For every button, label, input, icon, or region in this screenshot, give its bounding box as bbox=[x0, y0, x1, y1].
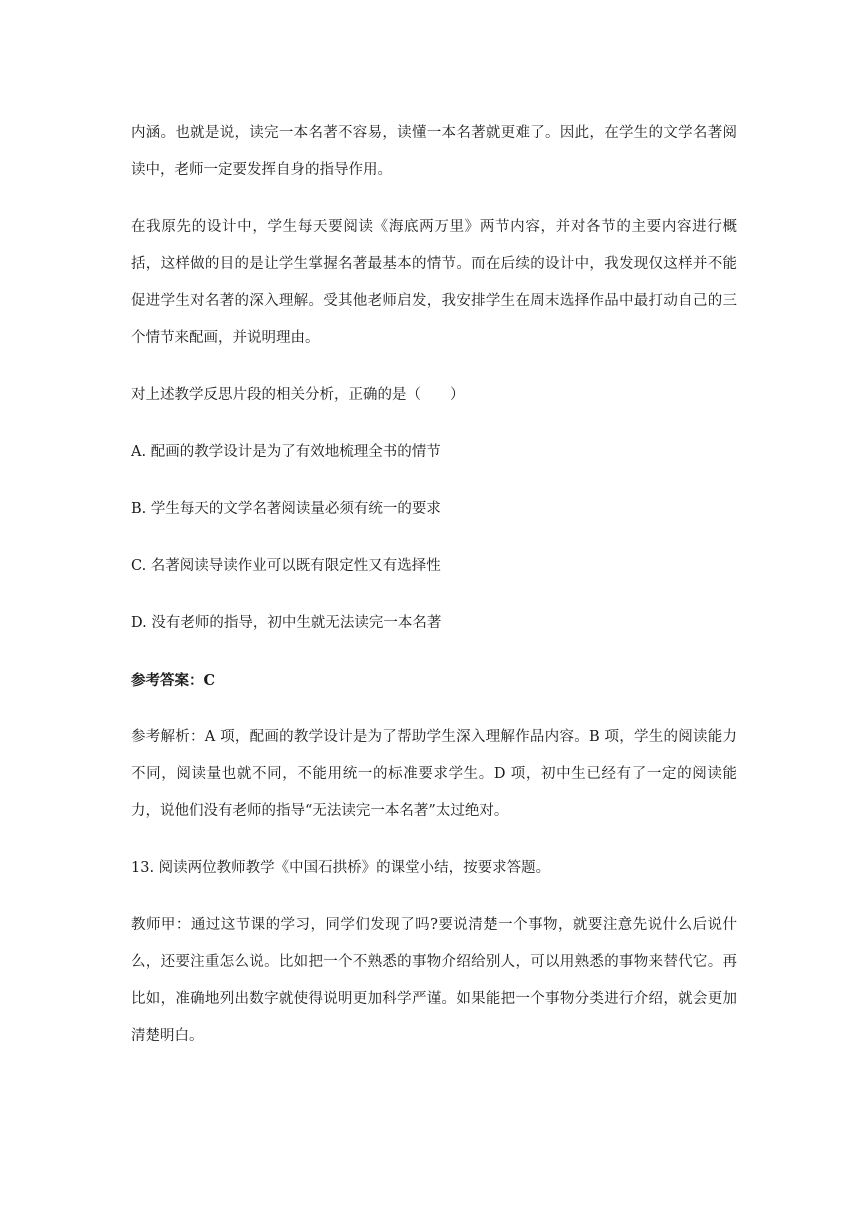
paragraph-intro: 内涵。也就是说，读完一本名著不容易，读懂一本名著就更难了。因此，在学生的文学名著阅读中，老师一定要发挥自身的指导作用。 bbox=[131, 125, 737, 178]
document-page bbox=[131, 115, 737, 1075]
option-c: C. 名著阅读导读作业可以既有限定性又有选择性 bbox=[131, 558, 441, 574]
option-b: B. 学生每天的文学名著阅读量必须有统一的要求 bbox=[131, 501, 441, 517]
option-d: D. 没有老师的指导，初中生就无法读完一本名著 bbox=[131, 615, 442, 631]
teacher-a-summary: 教师甲：通过这节课的学习，同学们发现了吗?要说清楚一个事物，就要注意先说什么后说什么，还要注重怎么说。比如把一个不熟悉的事物介绍给别人，可以用熟悉的事物来替代它。再比如，准确地列出数字就使得说明更加科学严谨。如果能把一个事物分类进行介绍，就会更加清楚明白。 bbox=[131, 917, 737, 1044]
question-13: 13. 阅读两位教师教学《中国石拱桥》的课堂小结，按要求答题。 bbox=[131, 860, 551, 876]
reference-analysis: 参考解析：A 项，配画的教学设计是为了帮助学生深入理解作品内容。B 项，学生的阅读能力不同，阅读量也就不同，不能用统一的标准要求学生。D 项，初中生已经有了一定的阅读能力，说他们没有老师的指导“无法读完一本名著”太过绝对。 bbox=[131, 729, 737, 819]
reference-answer: 参考答案：C bbox=[131, 672, 216, 689]
paragraph-design: 在我原先的设计中，学生每天要阅读《海底两万里》两节内容，并对各节的主要内容进行概括，这样做的目的是让学生掌握名著最基本的情节。而在后续的设计中，我发现仅这样并不能促进学生对名著的深入理解。受其他老师启发，我安排学生在周末选择作品中最打动自己的三个情节来配画，并说明理由。 bbox=[131, 219, 737, 346]
option-a: A. 配画的教学设计是为了有效地梳理全书的情节 bbox=[131, 444, 441, 460]
question-stem: 对上述教学反思片段的相关分析，正确的是（ ） bbox=[131, 387, 465, 403]
